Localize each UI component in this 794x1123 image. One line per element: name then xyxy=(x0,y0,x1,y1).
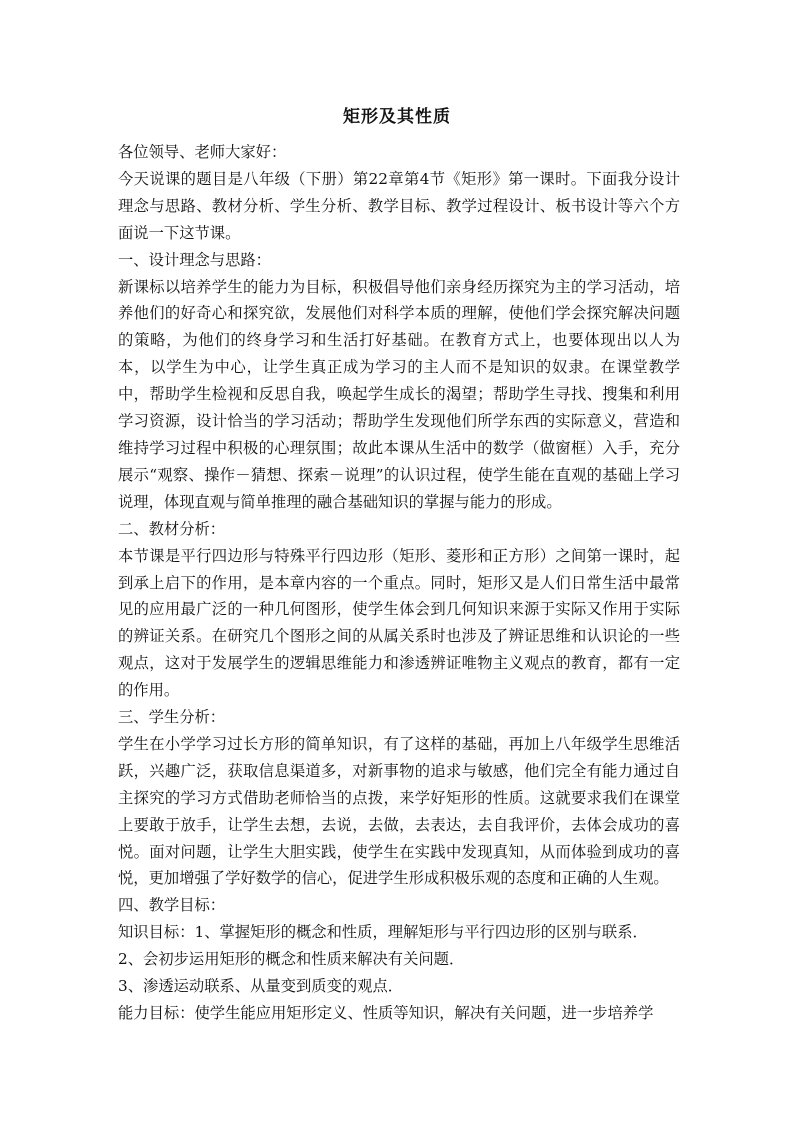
textbook-paragraph: 本节课是平行四边形与特殊平行四边形（矩形、菱形和正方形）之间第一课时，起到承上启下的作用，是本章内容的一个重点。同时，矩形又是人们日常生活中最常见的应用最广泛的一种几何图形，使学生体会到几何知识来源于实际又作用于实际的辨证关系。在研究几个图形之间的从属关系时也涉及了辨证思维和认识论的一些观点，这对于发展学生的逻辑思维能力和渗透辨证唯物主义观点的教育，都有一定的作用。 xyxy=(118,546,680,700)
section-heading-goals: 四、教学目标： xyxy=(118,896,226,915)
section-heading-students: 三、学生分析： xyxy=(118,708,226,727)
students-paragraph: 学生在小学学习过长方形的简单知识，有了这样的基础，再加上八年级学生思维活跃，兴趣广泛，获取信息渠道多，对新事物的追求与敏感，他们完全有能力通过自主探究的学习方式借助老师恰当的点拨，来学好矩形的性质。这就要求我们在课堂上要敢于放手，让学生去想，去说，去做，去表达，去自我评价，去体会成功的喜悦。面对问题，让学生大胆实践，使学生在实践中发现真知，从而体验到成功的喜悦，更加增强了学好数学的信心，促进学生形成积极乐观的态度和正确的人生观。 xyxy=(118,734,680,888)
section-heading-design: 一、设计理念与思路： xyxy=(118,250,271,269)
document-body xyxy=(118,139,680,1027)
goal-knowledge-2: 2、会初步运用矩形的概念和性质来解决有关问题． xyxy=(118,950,465,969)
greeting-paragraph: 各位领导、老师大家好： xyxy=(118,143,287,161)
goal-knowledge-3: 3、渗透运动联系、从量变到质变的观点． xyxy=(118,977,404,996)
document-title: 矩形及其性质 xyxy=(343,107,451,127)
intro-paragraph: 今天说课的题目是八年级（下册）第22章第4节《矩形》第一课时。下面我分设计理念与思路、教材分析、学生分析、教学目标、教学过程设计、板书设计等六个方面说一下这节课。 xyxy=(118,169,680,242)
goal-ability: 能力目标：使学生能应用矩形定义、性质等知识，解决有关问题，进一步培养学 xyxy=(118,1004,654,1022)
section-heading-textbook: 二、教材分析： xyxy=(118,519,226,538)
goal-knowledge-1: 知识目标：1、掌握矩形的概念和性质，理解矩形与平行四边形的区别与联系． xyxy=(118,923,648,942)
design-paragraph: 新课标以培养学生的能力为目标，积极倡导他们亲身经历探究为主的学习活动，培养他们的好奇心和探究欲，发展他们对科学本质的理解，使他们学会探究解决问题的策略，为他们的终身学习和生活打好基础。在教育方式上，也要体现出以人为本，以学生为中心，让学生真正成为学习的主人而不是知识的奴隶。在课堂教学中，帮助学生检视和反思自我，唤起学生成长的渴望；帮助学生寻找、搜集和利用学习资源，设计恰当的学习活动；帮助学生发现他们所学东西的实际意义，营造和维持学习过程中积极的心理氛围；故此本课从生活中的数学（做窗框）入手，充分展示“观察、操作－猜想、探索－说理”的认识过程，使学生能在直观的基础上学习说理，体现直观与简单推理的融合基础知识的掌握与能力的形成。 xyxy=(118,277,680,511)
